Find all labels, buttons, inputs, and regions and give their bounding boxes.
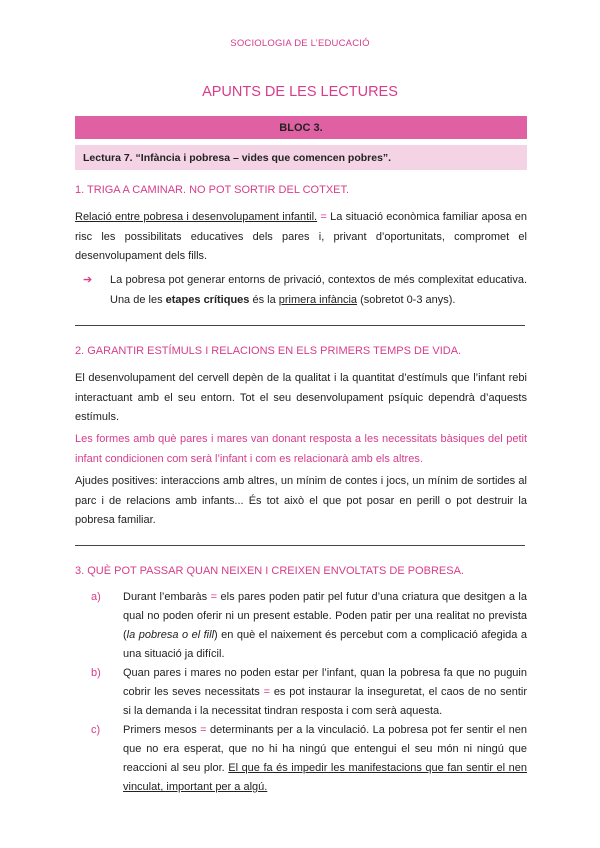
section-2-paragraph-1: El desenvolupament del cervell depèn de la qualitat i la quantitat d’estímuls que l’infant rebi interactuant amb el seu entorn. Tot el seu desenvolupament psíquic dependrà d’aquests estímuls. — [75, 372, 527, 423]
bullet-text-mid: és la — [249, 293, 279, 306]
list-marker: b) — [91, 667, 101, 679]
bullet-bold: etapes crítiques — [165, 293, 250, 306]
equals-sign: = — [196, 724, 210, 736]
section-2-paragraph-3: Ajudes positives: interaccions amb altres, un mínim de contes i jocs, un mínim de sortides al parc i de relacions amb infants... És tot això el que pot posar en perill o pot destruir la pobresa familiar. — [75, 475, 527, 526]
course-header: SOCIOLOGIA DE L’EDUCACIÓ — [230, 38, 370, 49]
bullet-text-post: (sobretot 0-3 anys). — [357, 293, 456, 306]
list-item-text — [123, 721, 527, 797]
item-text: es pot instaurar la inseguretat, el caos de no sentir si la demanda i la necessitat tindran resposta i com serà aquesta. — [123, 686, 528, 717]
list-item — [75, 588, 527, 664]
list-item-text — [123, 588, 527, 664]
equals-sign: = — [259, 686, 274, 698]
item-term: Quan pares i mares no poden estar per l’infant, quan la pobresa fa que no puguin cobrir les seves necessitats — [123, 667, 527, 698]
section-2-heading: 2. GARANTIR ESTÍMULS I RELACIONS EN ELS PRIMERS TEMPS DE VIDA. — [75, 345, 462, 357]
list-marker: c) — [91, 724, 101, 736]
lectura-banner — [75, 145, 527, 170]
equals-sign: = — [207, 591, 221, 603]
section-1-bullet-text — [110, 271, 527, 310]
bullet-text-pre: La pobresa pot generar entorns de privació, contextos de més complexitat educativa. Una de les — [110, 274, 527, 306]
bloc-label: BLOC 3. — [279, 121, 323, 134]
section-1-paragraph — [75, 208, 527, 267]
arrow-right-icon: ➔ — [83, 274, 93, 286]
section-1-text: La situació econòmica familiar aposa en risc les possibilitats educatives dels pares i, privant d’oportunitats, compromet el desenvolupament dels fills. — [75, 211, 527, 262]
equals-sign: = — [317, 211, 331, 223]
list-item-text — [123, 664, 527, 721]
section-1-bullet — [75, 271, 527, 310]
item-term: Primers mesos — [123, 724, 197, 736]
section-1-term: Relació entre pobresa i desenvolupament infantil. — [75, 211, 318, 223]
list-marker: a) — [91, 591, 101, 603]
lectura-label: Lectura 7. “Infància i pobresa – vides que comencen pobres”. — [83, 151, 392, 164]
item-underlined: El que fa és impedir les manifestacions que fan sentir el nen vinculat, important per a algú. — [123, 762, 527, 793]
item-term: Durant l’embaràs — [123, 591, 208, 603]
section-3-list — [75, 588, 527, 797]
section-2-paragraph-2: Les formes amb què pares i mares van donant resposta a les necessitats bàsiques del petit infant condicionen com serà l’infant i com es relacionarà amb els altres. — [75, 433, 527, 465]
list-item — [75, 721, 527, 797]
list-item — [75, 664, 527, 721]
item-text-post: ) en què el naixement és percebut com a complicació afegida a una situació ja difícil. — [123, 629, 527, 660]
bullet-underlined: primera infància — [278, 293, 358, 306]
bloc-banner — [75, 116, 527, 139]
item-text-pre: determinants per a la vinculació. La pobresa pot fer sentir el nen que no era esperat, que no hi ha ningú que entengui el seu món ni ningú que reaccioni al seu plor. — [123, 724, 527, 774]
item-text-pre: els pares poden patir pel futur d’una criatura que desitgen a la qual no poden oferir ni un present estable. Poden patir per una realitat no prevista ( — [123, 591, 527, 641]
section-3-heading: 3. QUÈ POT PASSAR QUAN NEIXEN I CREIXEN ENVOLTATS DE POBRESA. — [75, 565, 464, 577]
page-title: APUNTS DE LES LECTURES — [202, 84, 398, 100]
item-italic: la pobresa o el fill — [126, 629, 215, 641]
section-1-heading: 1. TRIGA A CAMINAR. NO POT SORTIR DEL COTXET. — [75, 184, 350, 196]
divider — [75, 325, 525, 326]
divider — [75, 545, 525, 546]
